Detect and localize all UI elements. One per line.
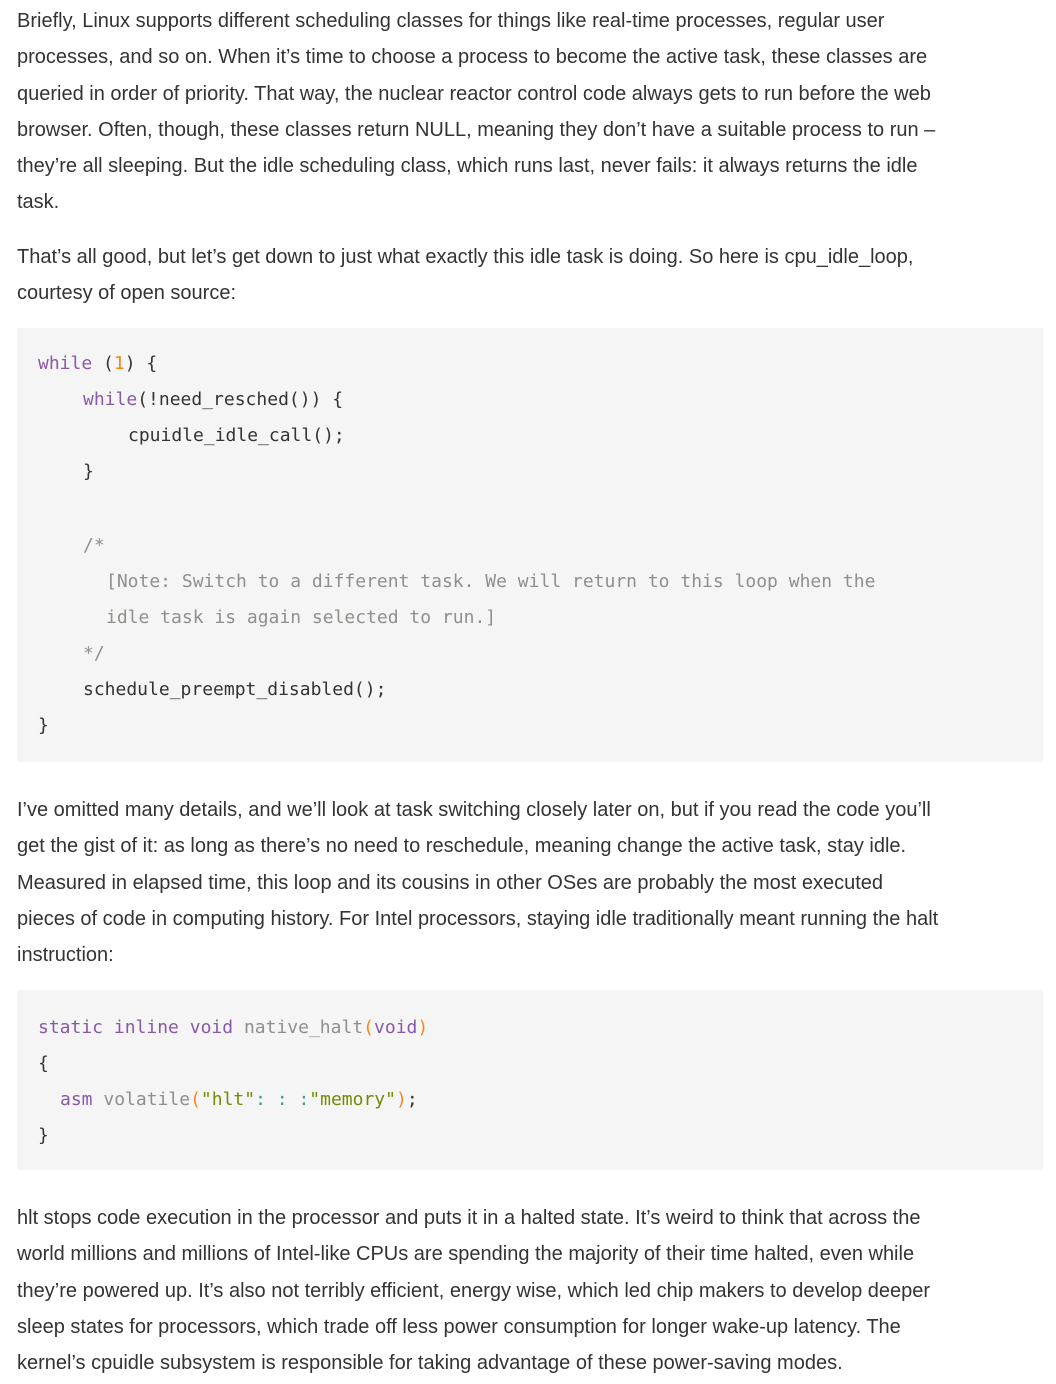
code-keyword: while [38, 353, 93, 374]
code-comment: idle task is again selected to run.] [106, 607, 497, 628]
code-keyword: static [38, 1017, 104, 1038]
code-keyword: void [374, 1017, 418, 1038]
code-keyword: asm [60, 1089, 93, 1110]
code-line: schedule_preempt_disabled(); [83, 679, 387, 700]
paragraph-idle-task-intro: That’s all good, but let’s get down to just what exactly this idle task is doing. So here is cpu_idle_loop, courtesy of open source: [17, 246, 914, 305]
code-keyword: while [83, 389, 138, 410]
code-operator: : : : [255, 1089, 310, 1110]
code-comment: [Note: Switch to a different task. We will return to this loop when the [106, 571, 876, 592]
code-line [38, 354, 157, 374]
code-string: "memory" [309, 1089, 396, 1110]
code-line: } [38, 715, 49, 736]
code-paren: ) [395, 1089, 407, 1110]
code-function-name: volatile [103, 1089, 191, 1110]
code-keyword: void [189, 1017, 234, 1038]
code-block-cpu-idle-loop [17, 328, 1043, 762]
code-line: cpuidle_idle_call(); [128, 425, 345, 446]
code-token: ( [92, 353, 114, 374]
code-line: } [83, 461, 94, 482]
code-comment: /* [83, 535, 105, 556]
code-keyword: inline [113, 1017, 179, 1038]
code-comment: */ [83, 643, 105, 664]
code-paren: ( [190, 1089, 201, 1110]
code-block-native-halt [17, 990, 1043, 1170]
code-paren: ) [417, 1017, 429, 1038]
code-token: ) { [124, 353, 158, 374]
code-token: ; [406, 1089, 418, 1110]
code-line: } [38, 1125, 49, 1146]
code-line [83, 390, 343, 410]
paragraph-scheduling-classes: Briefly, Linux supports different scheduling classes for things like real-time processes, regular user processes, and so on. When it’s time to choose a process to become the active task, these classes are queried in order of priority. That way, the nuclear reactor control code always gets to run before the web browser. Often, though, these classes return NULL, meaning they don’t have a suitable process to run – they’re all sleeping. But the idle scheduling class, which runs last, never fails: it always returns the idle task. [17, 10, 936, 214]
code-paren: ( [363, 1017, 375, 1038]
paragraph-hlt-explanation: hlt stops code execution in the processor and puts it in a halted state. It’s weird to think that across the world millions and millions of Intel-like CPUs are spending the majority of their time halted, even while they’re powered up. It’s also not terribly efficient, energy wise, which led chip makers to develop deeper sleep states for processors, which trade off less power consumption for longer wake-up latency. The kernel’s cpuidle subsystem is responsible for taking advantage of these power-saving modes. [17, 1207, 931, 1375]
code-line: { [38, 1053, 49, 1074]
code-line [38, 1018, 428, 1038]
code-string: "hlt" [200, 1089, 256, 1110]
paragraph-halt-instruction: I’ve omitted many details, and we’ll look at task switching closely later on, but if you read the code you’ll get the gist of it: as long as there’s no need to reschedule, meaning change the active task, stay idle. Measured in elapsed time, this loop and its cousins in other OSes are probably the most executed pieces of code in computing history. For Intel processors, staying idle traditionally meant running the halt instruction: [17, 799, 939, 967]
code-number: 1 [113, 353, 125, 374]
code-line [60, 1090, 418, 1110]
code-token: (!need_resched()) { [137, 389, 344, 410]
code-function-name: native_halt [243, 1017, 364, 1038]
